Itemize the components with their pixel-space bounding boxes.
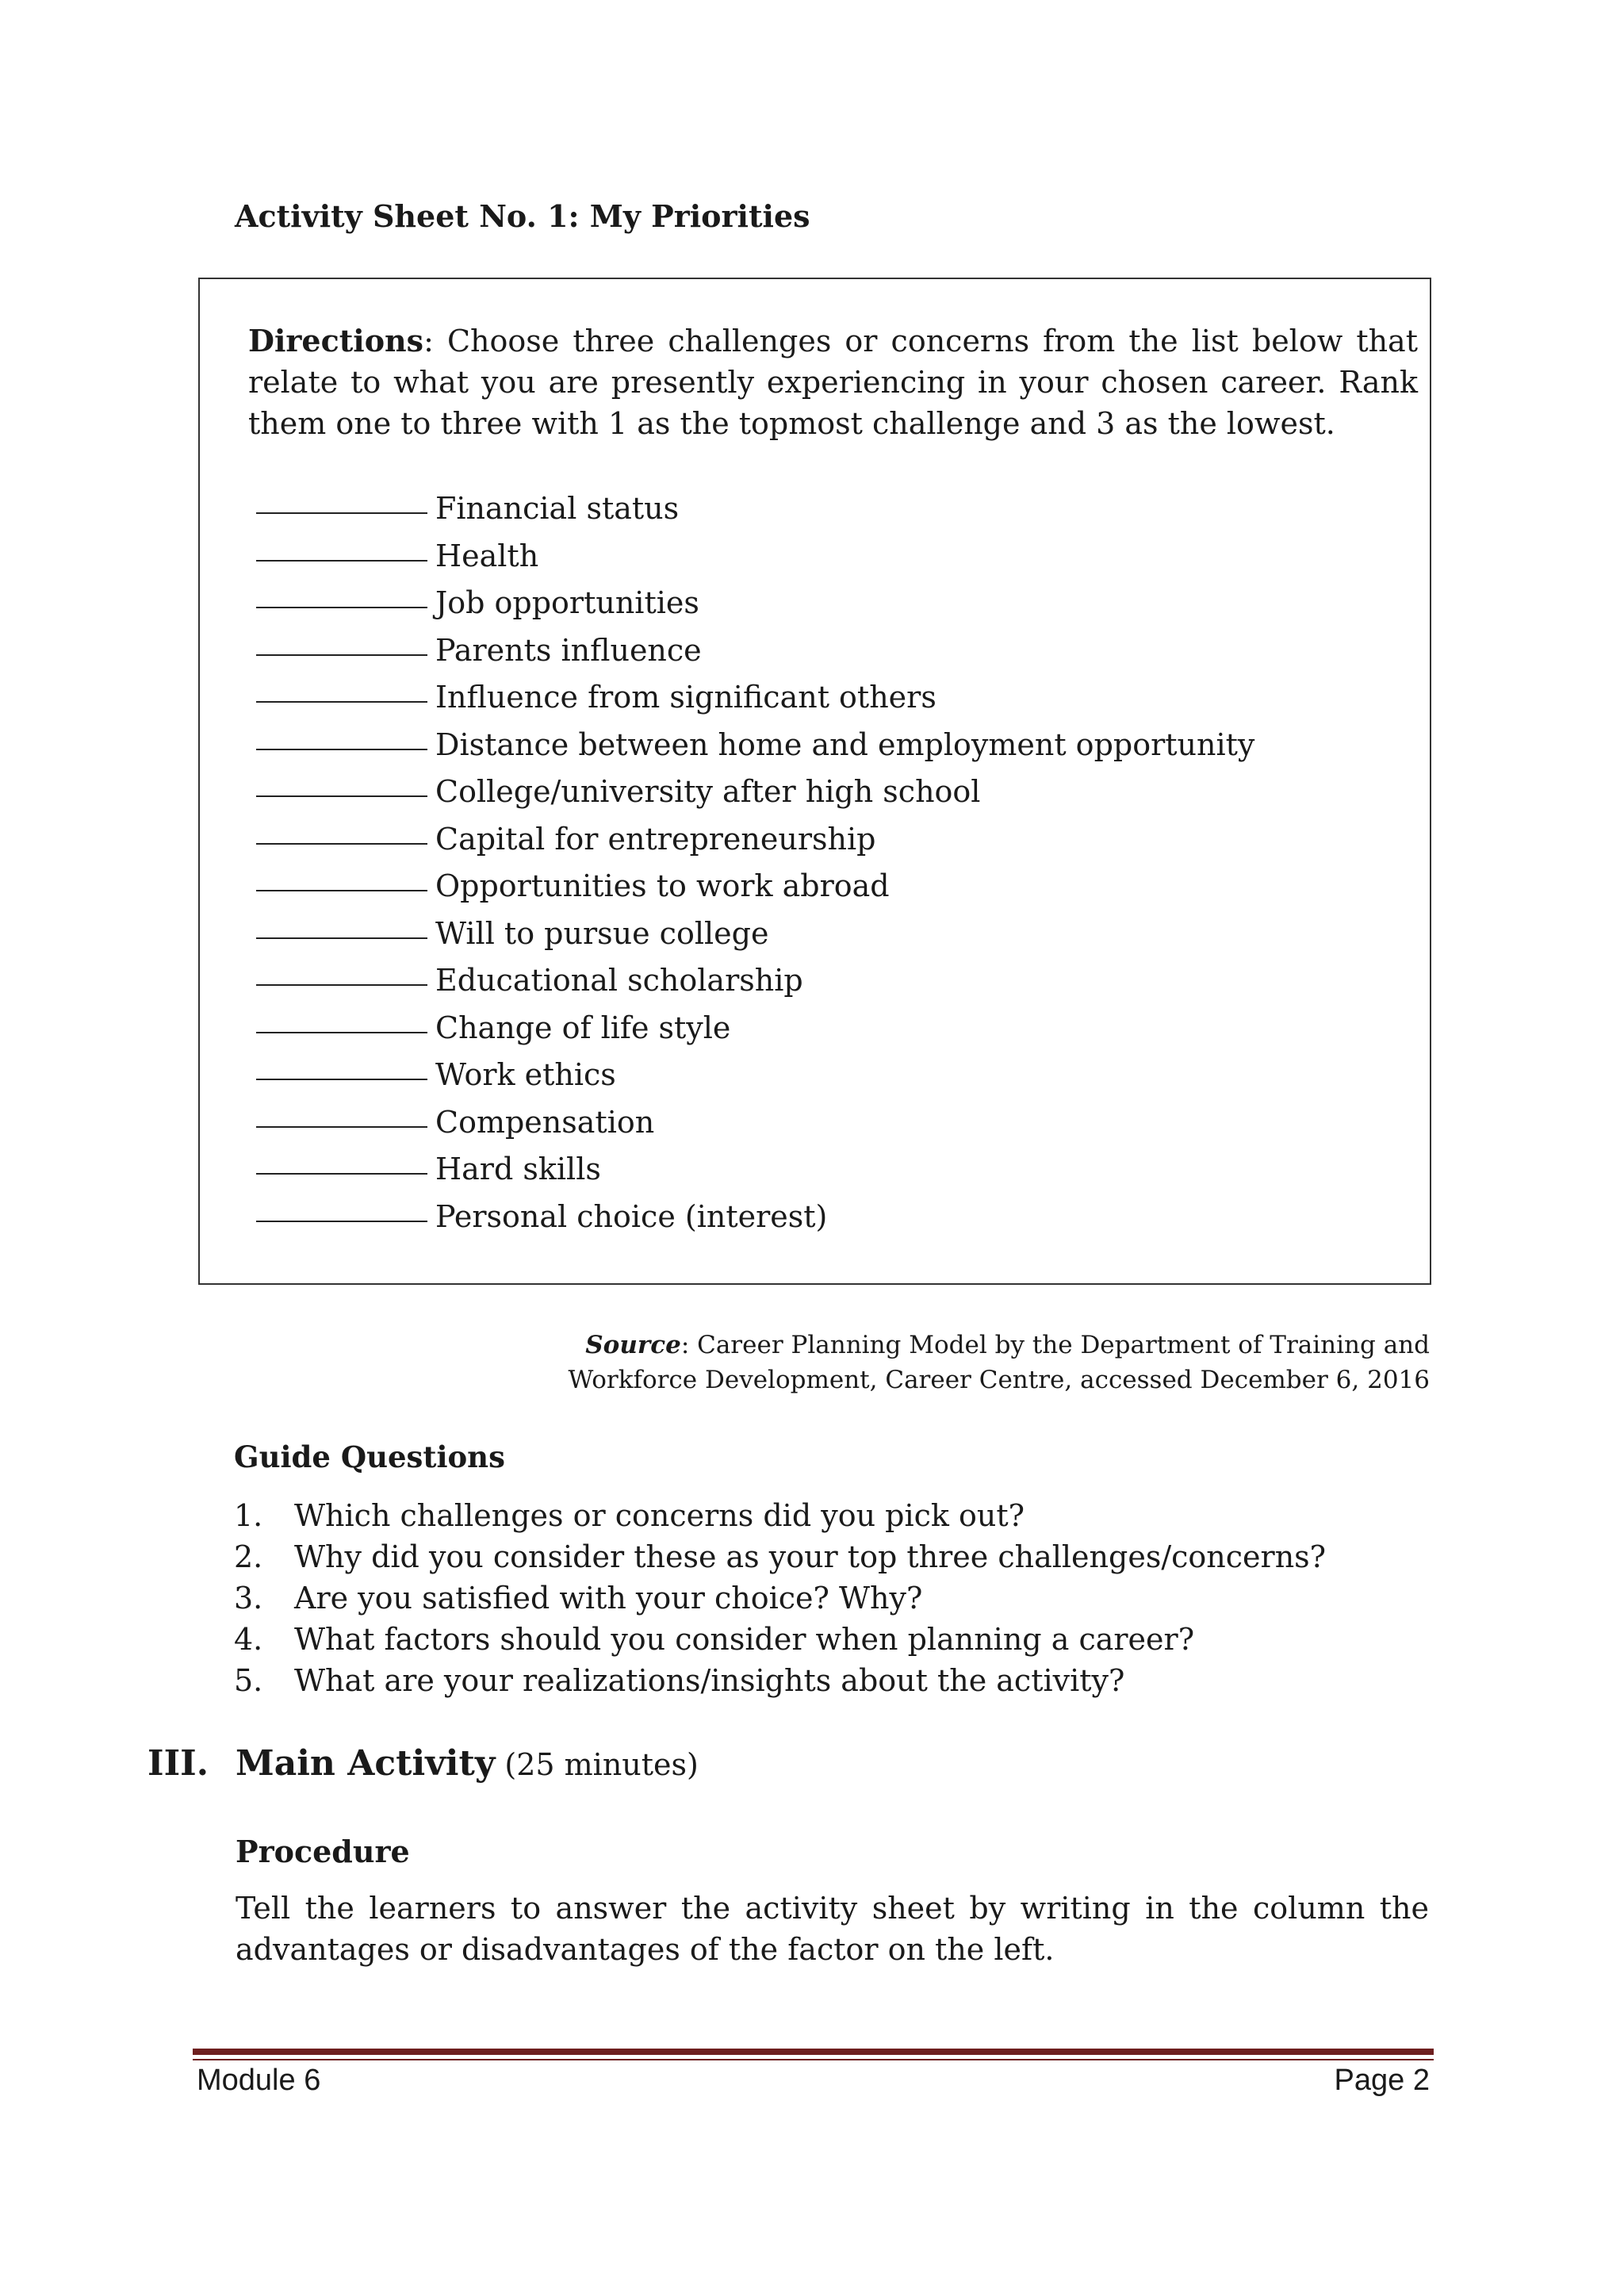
list-item: Personal choice (interest) bbox=[256, 1194, 1254, 1241]
activity-sheet-title: Activity Sheet No. 1: My Priorities bbox=[235, 198, 810, 234]
footer-module: Module 6 bbox=[197, 2064, 321, 2097]
rank-blank[interactable] bbox=[256, 700, 427, 703]
rank-blank[interactable] bbox=[256, 889, 427, 891]
list-item: Change of life style bbox=[256, 1005, 1254, 1052]
procedure-title: Procedure bbox=[236, 1834, 410, 1869]
rank-blank[interactable] bbox=[256, 795, 427, 797]
guide-questions-list bbox=[234, 1495, 1326, 1701]
rank-blank[interactable] bbox=[256, 748, 427, 750]
list-item: Financial status bbox=[256, 485, 1254, 533]
rank-blank[interactable] bbox=[256, 1220, 427, 1222]
rank-blank[interactable] bbox=[256, 937, 427, 939]
list-item: Work ethics bbox=[256, 1052, 1254, 1099]
directions-paragraph bbox=[248, 320, 1418, 444]
rank-blank[interactable] bbox=[256, 606, 427, 608]
procedure-text: Tell the learners to answer the activity sheet by writing in the column the advantages or disadvantages of the factor on the left. bbox=[236, 1891, 1429, 1967]
list-item: College/university after high school bbox=[256, 769, 1254, 816]
list-item: 4. What factors should you consider when planning a career? bbox=[234, 1622, 1195, 1657]
list-item: Opportunities to work abroad bbox=[256, 863, 1254, 910]
footer-page-number: Page 2 bbox=[1334, 2064, 1430, 2097]
list-item: Distance between home and employment opportunity bbox=[256, 722, 1254, 769]
section-title: Main Activity bbox=[236, 1743, 496, 1784]
rank-blank[interactable] bbox=[256, 842, 427, 845]
list-item: Job opportunities bbox=[256, 580, 1254, 627]
list-item: Capital for entrepreneurship bbox=[256, 816, 1254, 864]
directions-text: : Choose three challenges or concerns from the list below that relate to what you are presently experiencing in your chosen career. Rank them one to three with 1 as the topmost challenge and 3 as the lowest. bbox=[248, 324, 1418, 441]
rank-blank[interactable] bbox=[256, 512, 427, 514]
source-label: Source bbox=[585, 1331, 681, 1359]
section-duration: (25 minutes) bbox=[504, 1747, 699, 1782]
guide-questions-title: Guide Questions bbox=[234, 1439, 505, 1474]
main-activity-heading bbox=[147, 1743, 699, 1784]
list-item: Will to pursue college bbox=[256, 910, 1254, 958]
list-item: Educational scholarship bbox=[256, 957, 1254, 1005]
list-item: Health bbox=[256, 533, 1254, 581]
rank-blank[interactable] bbox=[256, 983, 427, 986]
list-item: Hard skills bbox=[256, 1146, 1254, 1194]
list-item: 5. What are your realizations/insights about the activity? bbox=[234, 1663, 1125, 1698]
rank-blank[interactable] bbox=[256, 1172, 427, 1175]
list-item: 1. Which challenges or concerns did you pick out? bbox=[234, 1498, 1025, 1533]
list-item: Compensation bbox=[256, 1099, 1254, 1147]
footer-rule bbox=[193, 2049, 1434, 2055]
list-item: Parents influence bbox=[256, 627, 1254, 675]
rank-blank[interactable] bbox=[256, 654, 427, 656]
priority-list bbox=[256, 485, 1254, 1240]
footer-rule-thin bbox=[193, 2059, 1434, 2060]
rank-blank[interactable] bbox=[256, 1031, 427, 1033]
rank-blank[interactable] bbox=[256, 1078, 427, 1080]
section-number: III. bbox=[147, 1743, 209, 1784]
rank-blank[interactable] bbox=[256, 559, 427, 562]
rank-blank[interactable] bbox=[256, 1125, 427, 1128]
source-citation: Source: Career Planning Model by the Department of Training and Workforce Development, Career Centre, accessed December 6, 2016 bbox=[568, 1331, 1430, 1394]
directions-label: Directions bbox=[248, 323, 424, 358]
list-item: 2. Why did you consider these as your top three challenges/concerns? bbox=[234, 1539, 1327, 1574]
list-item: Influence from significant others bbox=[256, 674, 1254, 722]
list-item: 3. Are you satisfied with your choice? Why? bbox=[234, 1581, 923, 1616]
